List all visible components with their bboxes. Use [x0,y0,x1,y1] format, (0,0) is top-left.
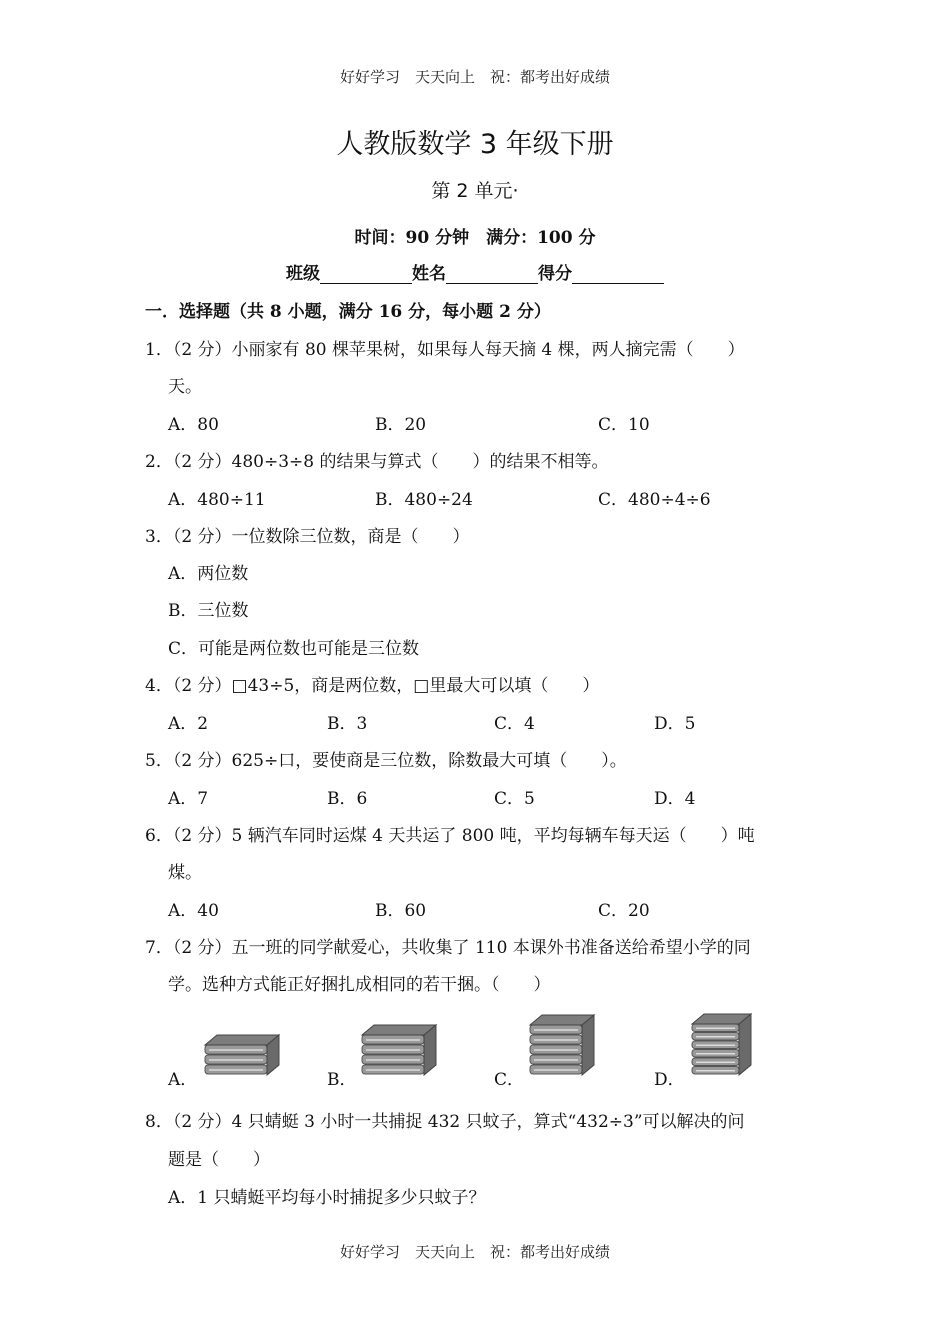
q3-option-c[interactable]: C．可能是两位数也可能是三位数 [168,639,420,659]
book-icon [362,1045,424,1054]
book-icon [692,1041,739,1049]
question-7: 7．（2 分）五一班的同学献爱心，共收集了 110 本课外书准备送给希望小学的同 [145,938,751,958]
q5-option-c[interactable]: C．5 [494,789,535,809]
class-blank[interactable] [320,264,412,284]
question-1: 1．（2 分）小丽家有 80 棵苹果树，如果每人每天摘 4 棵，两人摘完需（ ） [145,340,745,360]
question-8: 8．（2 分）4 只蜻蜓 3 小时一共捕捉 432 只蚊子，算式“432÷3”可以解决的问 [145,1112,745,1132]
question-5: 5．（2 分）625÷口，要使商是三位数，除数最大可填（ ）。 [145,751,627,771]
q2-option-b[interactable]: B．480÷24 [375,490,473,510]
name-blank[interactable] [446,264,538,284]
question-6-cont: 煤。 [168,863,202,883]
q5-option-a[interactable]: A．7 [168,789,209,809]
q4-option-c[interactable]: C．4 [494,714,535,734]
question-2: 2．（2 分）480÷3÷8 的结果与算式（ ）的结果不相等。 [145,452,609,472]
book-icon [530,1055,582,1064]
q3-option-b[interactable]: B．三位数 [168,601,249,621]
book-icon [530,1025,582,1034]
book-icon [362,1055,424,1064]
book-icon [362,1065,424,1074]
book-side-icon [739,1014,751,1075]
q7-option-d[interactable]: D． [654,1070,685,1090]
book-icon [530,1035,582,1044]
book-side-icon [582,1015,594,1075]
q5-option-d[interactable]: D．4 [654,789,696,809]
q6-option-a[interactable]: A．40 [168,901,219,921]
book-icon [692,1050,739,1058]
q7-option-a[interactable]: A． [168,1070,198,1090]
book-cover-icon [205,1035,279,1045]
q6-option-b[interactable]: B．60 [375,901,427,921]
time-info: 时间：90 分钟 满分：100 分 [354,228,596,248]
book-icon [205,1045,267,1054]
book-icon [362,1035,424,1044]
book-stack-a-image [203,1015,283,1077]
info-fields [0,259,950,284]
q4-option-a[interactable]: A．2 [168,714,209,734]
q1-option-a[interactable]: A．80 [168,415,219,435]
book-icon [692,1058,739,1066]
page-header: 好好学习 天天向上 祝：都考出好成绩 [339,68,610,86]
section-heading: 一．选择题（共 8 小题，满分 16 分，每小题 2 分） [145,302,551,322]
book-stack-c-image [528,1012,598,1077]
question-6: 6．（2 分）5 辆汽车同时运煤 4 天共运了 800 吨，平均每辆车每天运（ ）吨 [145,826,755,846]
q1-option-b[interactable]: B．20 [375,415,427,435]
score-blank[interactable] [572,264,664,284]
q5-option-b[interactable]: B．6 [327,789,368,809]
name-label: 姓名 [412,264,446,284]
q8-option-a[interactable]: A．1 只蜻蜓平均每小时捕捉多少只蚊子？ [168,1188,486,1208]
book-stack-d-image [690,1012,755,1077]
book-icon [530,1065,582,1074]
page-footer: 好好学习 天天向上 祝：都考出好成绩 [339,1243,610,1261]
book-icon [205,1055,267,1064]
q3-option-a[interactable]: A．两位数 [168,564,249,584]
page-title: 人教版数学 3 年级下册 [336,129,614,160]
question-3: 3．（2 分）一位数除三位数，商是（ ） [145,527,470,547]
q6-option-c[interactable]: C．20 [598,901,650,921]
q2-option-c[interactable]: C．480÷4÷6 [598,490,711,510]
book-icon [205,1065,267,1074]
question-1-cont: 天。 [168,377,202,397]
q7-option-b[interactable]: B． [327,1070,357,1090]
book-icon [530,1045,582,1054]
q4-option-d[interactable]: D．5 [654,714,696,734]
book-cover-icon [362,1025,436,1035]
book-icon [692,1067,739,1075]
q1-option-c[interactable]: C．10 [598,415,650,435]
q4-option-b[interactable]: B．3 [327,714,368,734]
book-icon [692,1024,739,1032]
score-label: 得分 [538,264,572,284]
q7-option-c[interactable]: C． [494,1070,525,1090]
class-label: 班级 [286,264,320,284]
unit-subtitle: 第 2 单元· [431,180,519,202]
question-4: 4．（2 分）□43÷5，商是两位数，□里最大可以填（ ） [145,676,600,696]
q2-option-a[interactable]: A．480÷11 [168,490,266,510]
question-8-cont: 题是（ ） [168,1150,270,1170]
question-7-cont: 学。选种方式能正好捆扎成相同的若干捆。（ ） [168,975,551,995]
book-stack-b-image [360,1012,440,1077]
book-icon [692,1033,739,1041]
